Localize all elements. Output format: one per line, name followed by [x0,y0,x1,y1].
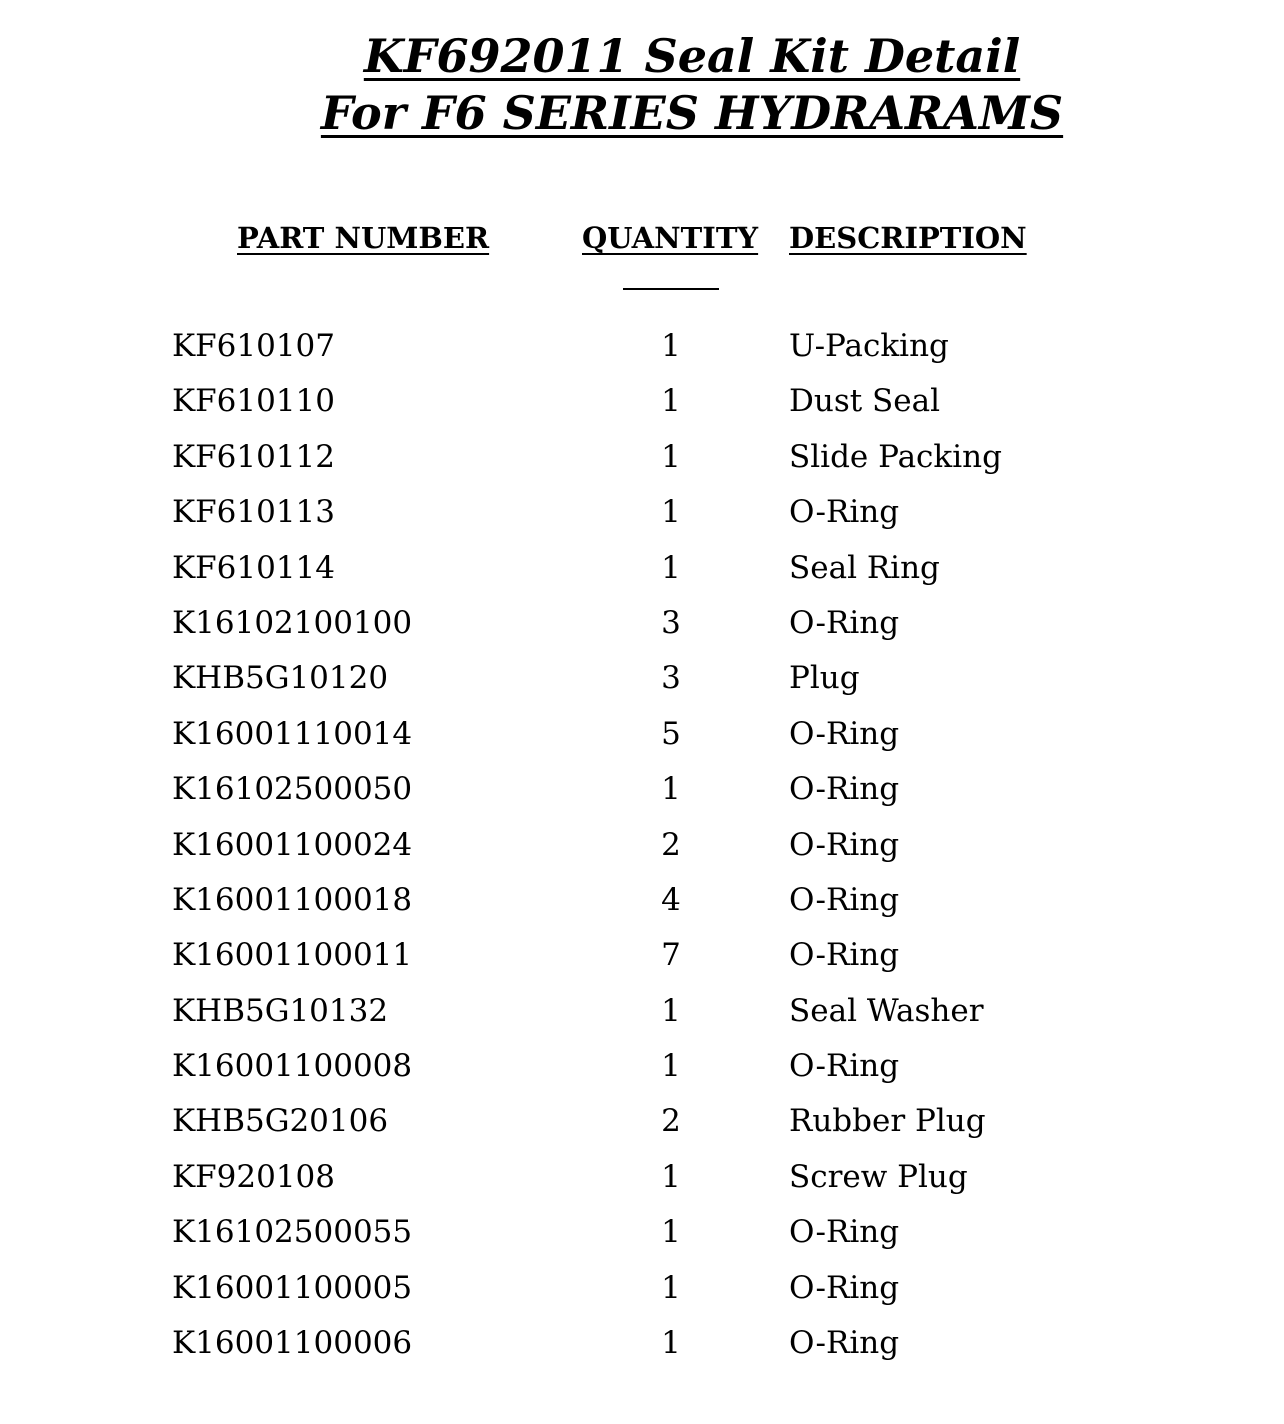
table-row [0,928,1284,983]
part-number-cell: K16102100100 [172,604,413,641]
description-cell: Plug [789,660,860,697]
description-cell: O-Ring [789,604,900,641]
description-cell: Slide Packing [789,438,1002,475]
column-header-description: DESCRIPTION [789,221,1027,255]
table-row [0,707,1284,762]
part-number-cell: KHB5G10132 [172,992,389,1029]
table-row [0,541,1284,596]
part-number-cell: K16102500055 [172,1214,413,1251]
document-subtitle: For F6 SERIES HYDRARAMS [320,86,1064,140]
quantity-cell: 1 [661,992,681,1029]
table-row [0,1261,1284,1316]
description-cell: Seal Ring [789,549,940,586]
table-row [0,762,1284,817]
part-number-cell: K16001100008 [172,1048,413,1085]
table-row [0,1205,1284,1260]
table-row [0,984,1284,1039]
part-number-cell: KF610107 [172,328,336,364]
description-cell: Screw Plug [789,1158,968,1195]
table-row [0,818,1284,873]
description-cell: O-Ring [789,826,900,863]
description-cell: O-Ring [789,771,900,808]
part-number-cell: KHB5G20106 [172,1103,389,1140]
description-cell: O-Ring [789,1048,900,1085]
table-row [0,485,1284,540]
quantity-cell: 1 [661,1214,681,1251]
part-number-cell: K16102500050 [172,771,413,808]
part-number-cell: K16001110014 [172,715,413,752]
description-cell: O-Ring [789,937,900,974]
table-row [0,1039,1284,1094]
part-number-cell: KF610112 [172,438,336,475]
part-number-cell: KF610113 [172,494,336,531]
quantity-cell: 1 [661,1325,681,1362]
quantity-cell: 7 [661,937,681,974]
table-row [0,374,1284,429]
quantity-cell: 3 [661,660,681,697]
quantity-cell: 1 [661,494,681,531]
description-cell: U-Packing [789,328,949,364]
quantity-divider [623,288,719,290]
table-row [0,1094,1284,1149]
table-row [0,873,1284,928]
quantity-cell: 4 [661,881,681,918]
part-number-cell: K16001100005 [172,1269,413,1306]
quantity-cell: 1 [661,1269,681,1306]
description-cell: O-Ring [789,494,900,531]
part-number-cell: K16001100011 [172,937,413,974]
parts-table [0,319,1284,1371]
part-number-cell: K16001100024 [172,826,413,863]
quantity-cell: 1 [661,328,681,364]
quantity-cell: 3 [661,604,681,641]
description-cell: Dust Seal [789,383,941,420]
description-cell: O-Ring [789,1325,900,1362]
quantity-cell: 1 [661,438,681,475]
table-row [0,430,1284,485]
column-header-part-number: PART NUMBER [237,221,490,255]
quantity-cell: 1 [661,383,681,420]
description-cell: O-Ring [789,1214,900,1251]
description-cell: O-Ring [789,881,900,918]
description-cell: O-Ring [789,1269,900,1306]
table-row [0,1150,1284,1205]
quantity-cell: 2 [661,1103,681,1140]
quantity-cell: 1 [661,549,681,586]
part-number-cell: KF610114 [172,549,336,586]
quantity-cell: 1 [661,771,681,808]
document-title: KF692011 Seal Kit Detail [363,29,1021,83]
quantity-cell: 1 [661,1048,681,1085]
part-number-cell: K16001100006 [172,1325,413,1362]
table-row [0,1316,1284,1371]
table-row [0,319,1284,374]
quantity-cell: 1 [661,1158,681,1195]
description-cell: Rubber Plug [789,1103,986,1140]
table-row [0,596,1284,651]
table-row [0,651,1284,706]
quantity-cell: 2 [661,826,681,863]
part-number-cell: KF610110 [172,383,336,420]
part-number-cell: KF920108 [172,1158,336,1195]
part-number-cell: KHB5G10120 [172,660,389,697]
column-header-quantity: QUANTITY [582,221,759,255]
part-number-cell: K16001100018 [172,881,413,918]
quantity-cell: 5 [661,715,681,752]
description-cell: O-Ring [789,715,900,752]
description-cell: Seal Washer [789,992,984,1029]
